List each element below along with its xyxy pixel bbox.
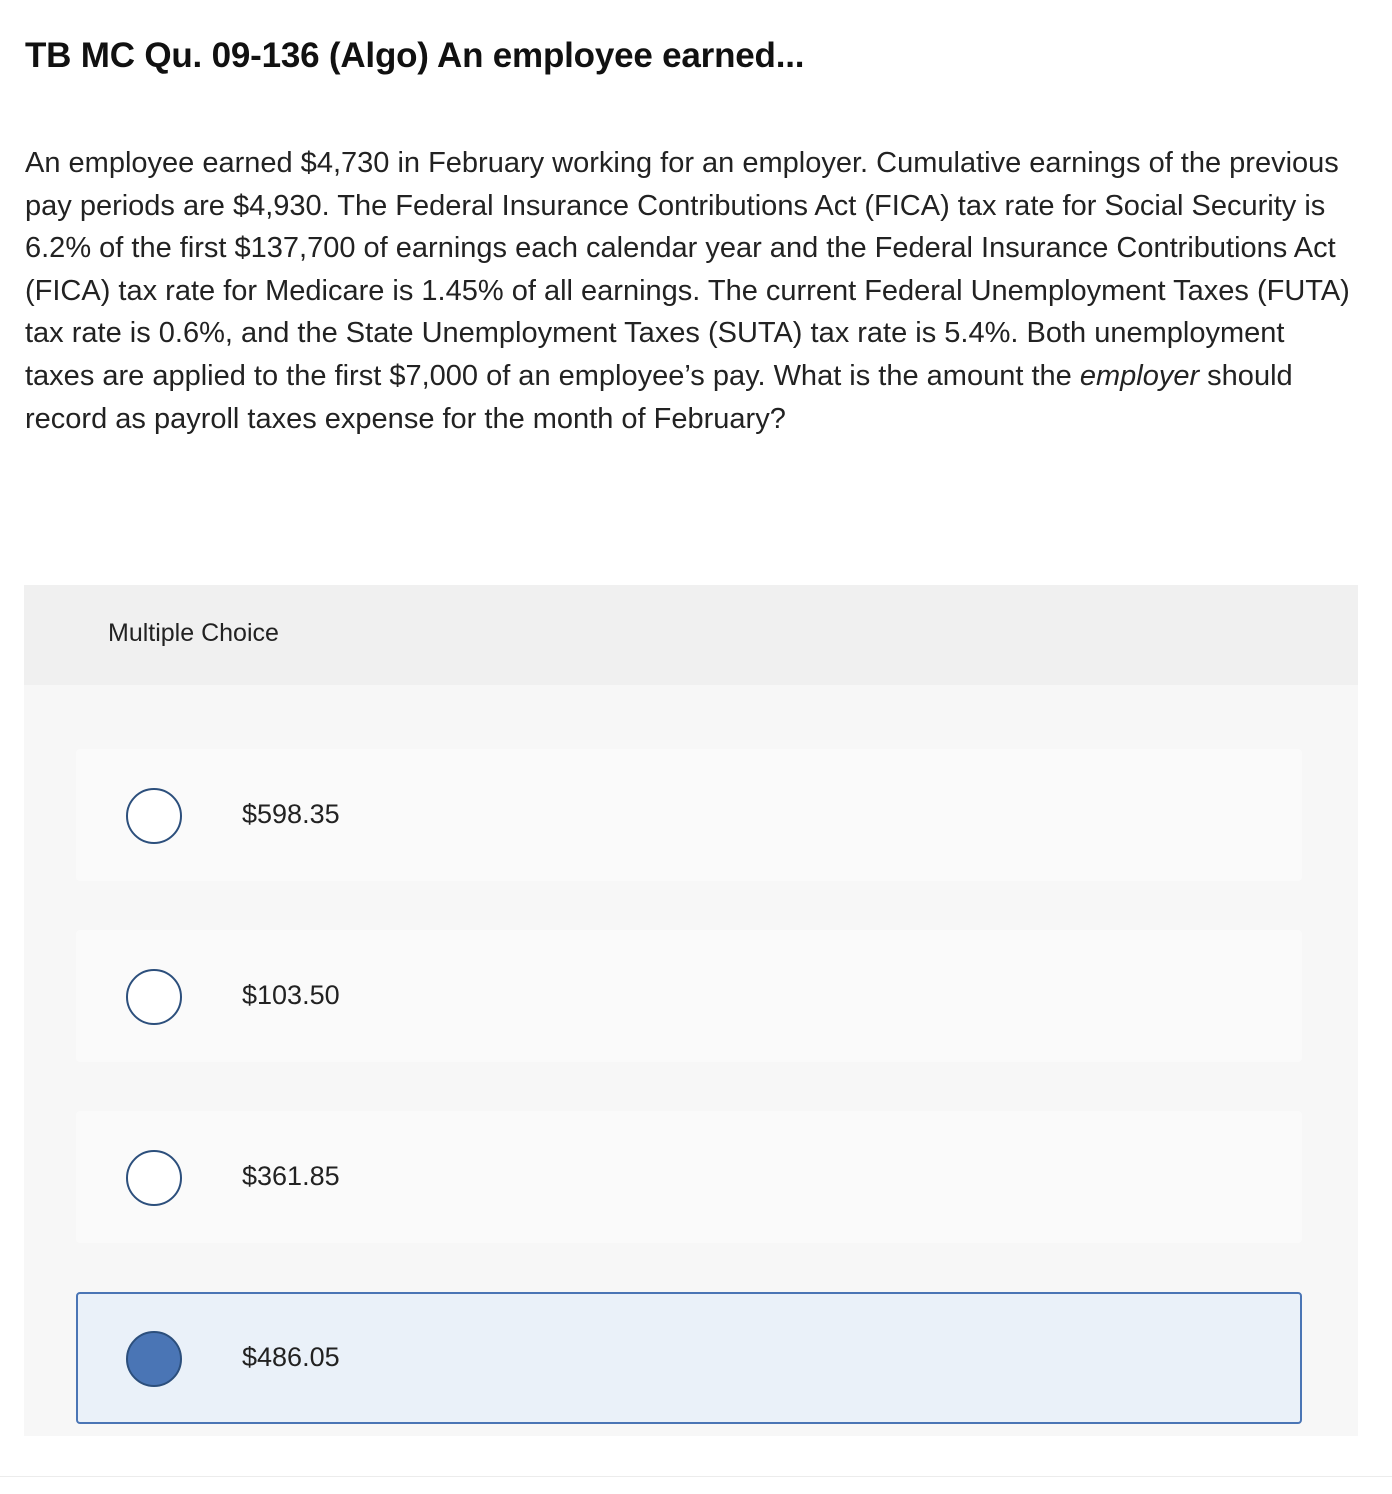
answer-option-label: $598.35 xyxy=(242,799,340,829)
multiple-choice-panel xyxy=(24,585,1358,1436)
answer-option-4-selected[interactable] xyxy=(76,1292,1302,1424)
radio-button-selected-icon[interactable] xyxy=(126,1331,182,1387)
question-title: TB MC Qu. 09-136 (Algo) An employee earned... xyxy=(25,36,805,75)
answer-option-label: $361.85 xyxy=(242,1161,340,1191)
answer-option-label: $486.05 xyxy=(242,1342,340,1372)
multiple-choice-label: Multiple Choice xyxy=(108,619,279,647)
radio-button-icon[interactable] xyxy=(126,1150,182,1206)
question-text-part-1: An employee earned $4,730 in February working for an employer. Cumulative earnings of the previous pay periods are $4,930. The Federal Insurance Contributions Act (FICA) tax rate for Social Security is 6.2% of the first $137,700 of earnings each calendar year and the Federal Insurance Contributions Act (FICA) tax rate for Medicare is 1.45% of all earnings. The current Federal Unemployment Taxes (FUTA) tax rate is 0.6%, and the State Unemployment Taxes (SUTA) tax rate is 5.4%. Both unemployment taxes are applied to the first $7,000 of an employee’s pay. What is the amount the xyxy=(25,147,1350,392)
multiple-choice-header xyxy=(24,585,1358,685)
question-text xyxy=(25,142,1355,440)
answer-option-2[interactable] xyxy=(76,930,1302,1062)
answer-option-label: $103.50 xyxy=(242,980,340,1010)
question-emphasis: employer xyxy=(1079,359,1200,392)
radio-button-icon[interactable] xyxy=(126,969,182,1025)
question-text-part-2: should record as payroll taxes expense for the month of February? xyxy=(25,359,1293,435)
answer-option-1[interactable] xyxy=(76,749,1302,881)
answer-option-3[interactable] xyxy=(76,1111,1302,1243)
footer-divider xyxy=(0,1476,1392,1477)
radio-button-icon[interactable] xyxy=(126,788,182,844)
